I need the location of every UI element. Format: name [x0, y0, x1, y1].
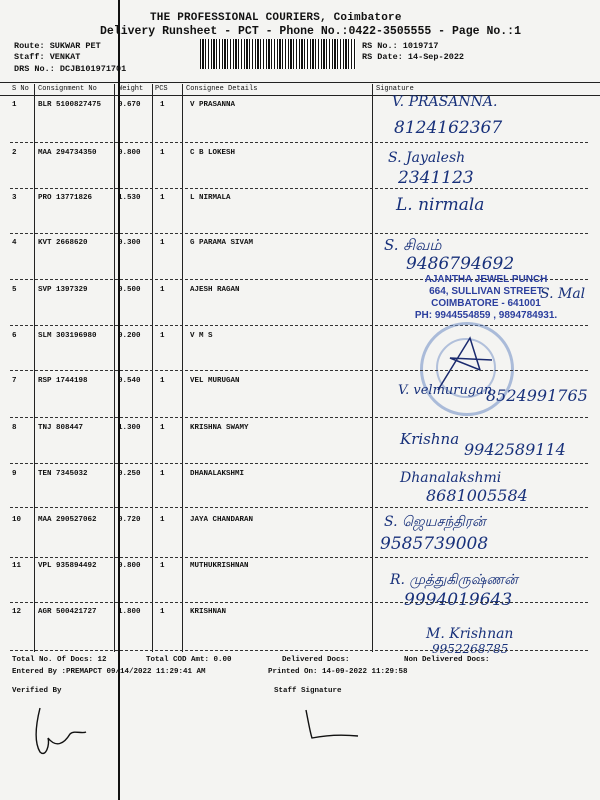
row-consignment: AGR 500421727 [38, 608, 97, 616]
signature-phone: 9942589114 [464, 440, 566, 459]
signature-phone: 9952268785 [432, 642, 509, 656]
row-pcs: 1 [160, 608, 165, 616]
row-divider [10, 370, 588, 371]
signature-phone: 8524991765 [486, 386, 588, 405]
row-consignment: MAA 294734350 [38, 149, 97, 157]
signature-phone: 8681005584 [426, 486, 528, 505]
stamp-line: 664, SULLIVAN STREET [429, 286, 543, 297]
row-consignment: BLR 5100827475 [38, 101, 102, 109]
col-signature: Signature [376, 85, 414, 93]
row-consignment: KVT 2668620 [38, 239, 88, 247]
row-consignee: KRISHNAN [190, 608, 227, 616]
printed-on: Printed On: 14-09-2022 11:29:58 [268, 668, 408, 676]
signature-phone: 9585739008 [380, 534, 489, 554]
row-consignee: C B LOKESH [190, 149, 236, 157]
row-divider [10, 417, 588, 418]
row-weight: 0.720 [118, 516, 141, 524]
row-pcs: 1 [160, 239, 165, 247]
col-consignee: Consignee Details [186, 85, 258, 93]
delivered-docs: Delivered Docs: [282, 656, 350, 664]
non-delivered-docs: Non Delivered Docs: [404, 656, 490, 664]
row-pcs: 1 [160, 149, 165, 157]
row-sno: 1 [12, 101, 17, 109]
row-divider [10, 557, 588, 558]
row-weight: 0.500 [118, 286, 141, 294]
row-consignment: PRO 13771826 [38, 194, 93, 202]
row-weight: 0.250 [118, 470, 141, 478]
signature-name: Krishna [400, 430, 460, 448]
row-consignee: AJESH RAGAN [190, 286, 240, 294]
row-sno: 4 [12, 239, 17, 247]
row-divider [10, 188, 588, 189]
row-sno: 6 [12, 332, 17, 340]
row-sno: 8 [12, 424, 17, 432]
rs-number: RS No.: 1019717 [362, 41, 439, 51]
table-row [0, 516, 600, 562]
signature-name: Dhanalakshmi [400, 470, 502, 486]
row-weight: 0.540 [118, 377, 141, 385]
signature-name: V. PRASANNA. [392, 94, 498, 110]
row-sno: 11 [12, 562, 22, 570]
row-consignee: V PRASANNA [190, 101, 236, 109]
row-weight: 0.800 [118, 562, 141, 570]
row-consignee: DHANALAKSHMI [190, 470, 245, 478]
row-consignee: VEL MURUGAN [190, 377, 240, 385]
row-pcs: 1 [160, 101, 165, 109]
stamp-line: PH: 9944554859 , 9894784931. [414, 310, 558, 321]
signature-phone: 8124162367 [394, 118, 503, 138]
signature-name: S. Mal [540, 286, 586, 302]
row-consignment: TNJ 808447 [38, 424, 84, 432]
signature-name: S. ஜெயசந்திரன் [384, 514, 486, 530]
row-consignment: MAA 290527062 [38, 516, 97, 524]
barcode [200, 39, 356, 69]
row-consignee: L NIRMALA [190, 194, 231, 202]
drs-number: DRS No.: DCJB101971701 [14, 64, 127, 74]
row-pcs: 1 [160, 377, 165, 385]
total-cod: Total COD Amt: 0.00 [146, 656, 232, 664]
row-weight: 0.800 [118, 149, 141, 157]
signature-phone: 9486794692 [406, 254, 515, 274]
signature-name: L. nirmala [396, 195, 485, 215]
table-header-rule [0, 95, 600, 96]
staff-label: Staff: VENKAT [14, 52, 81, 62]
row-weight: 0.300 [118, 239, 141, 247]
signature-phone: 9994019643 [404, 590, 513, 610]
row-weight: 1.800 [118, 608, 141, 616]
row-consignee: JAYA CHANDARAN [190, 516, 254, 524]
row-consignment: SVP 1397329 [38, 286, 88, 294]
row-pcs: 1 [160, 562, 165, 570]
report-company-title: THE PROFESSIONAL COURIERS, Coimbatore [150, 12, 402, 24]
col-weight: Weight [118, 85, 144, 93]
total-docs: Total No. Of Docs: 12 [12, 656, 107, 664]
row-consignee: V M S [190, 332, 213, 340]
row-consignment: TEN 7345032 [38, 470, 88, 478]
row-consignment: VPL 935894492 [38, 562, 97, 570]
rs-date: RS Date: 14-Sep-2022 [362, 52, 465, 62]
row-divider [10, 463, 588, 464]
staff-signature-label: Staff Signature [274, 687, 342, 695]
row-divider [10, 325, 588, 326]
row-sno: 3 [12, 194, 17, 202]
row-pcs: 1 [160, 194, 165, 202]
row-weight: 1.300 [118, 424, 141, 432]
row-pcs: 1 [160, 332, 165, 340]
row-sno: 5 [12, 286, 17, 294]
row-sno: 10 [12, 516, 22, 524]
verified-by-label: Verified By [12, 687, 62, 695]
col-sno: S No [12, 85, 29, 93]
entered-by: Entered By :PREMAPCT 09/14/2022 11:29:41 AM [12, 668, 206, 676]
row-sno: 7 [12, 377, 17, 385]
row-divider [10, 142, 588, 143]
row-consignee: MUTHUKRISHNAN [190, 562, 249, 570]
row-divider [10, 507, 588, 508]
col-consignment: Consignment No [38, 85, 97, 93]
report-subtitle: Delivery Runsheet - PCT - Phone No.:0422-3505555 - Page No.:1 [100, 25, 521, 38]
signature-phone: 2341123 [398, 168, 474, 188]
row-pcs: 1 [160, 286, 165, 294]
signature-name: R. முத்துகிருஷ்ணன் [390, 572, 518, 588]
col-pcs: PCS [155, 85, 168, 93]
row-pcs: 1 [160, 424, 165, 432]
row-divider [10, 602, 588, 603]
staff-signature-icon [298, 706, 368, 746]
row-consignment: RSP 1744198 [38, 377, 88, 385]
row-divider [10, 650, 588, 651]
signature-name: M. Krishnan [426, 626, 514, 642]
row-sno: 12 [12, 608, 22, 616]
table-row [0, 101, 600, 147]
row-sno: 9 [12, 470, 17, 478]
signature-name: S. சிவம் [384, 236, 442, 254]
row-weight: 1.530 [118, 194, 141, 202]
stamp-line: AJANTHA JEWEL PUNCH [424, 274, 548, 285]
row-sno: 2 [12, 149, 17, 157]
signature-name: S. Jayalesh [388, 150, 466, 166]
row-weight: 0.200 [118, 332, 141, 340]
verifier-signature-icon [26, 704, 106, 760]
signature-name: V. velmurugan [398, 383, 493, 398]
row-consignment: SLM 303196980 [38, 332, 97, 340]
row-consignee: G PARAMA SIVAM [190, 239, 254, 247]
route-label: Route: SUKWAR PET [14, 41, 101, 51]
stamp-line: COIMBATORE - 641001 [431, 298, 541, 309]
row-weight: 0.670 [118, 101, 141, 109]
row-pcs: 1 [160, 516, 165, 524]
row-consignee: KRISHNA SWAMY [190, 424, 249, 432]
row-divider [10, 233, 588, 234]
row-pcs: 1 [160, 470, 165, 478]
